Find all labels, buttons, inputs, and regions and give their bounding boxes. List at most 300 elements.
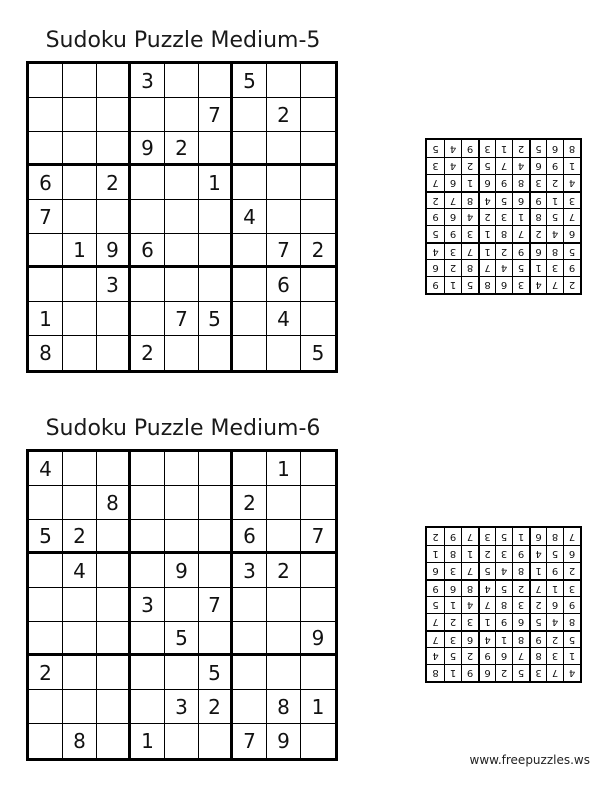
puzzle-2-solution-cell-r7-c2: 9	[546, 562, 563, 579]
puzzle-1-cell-r7-c6[interactable]	[199, 268, 233, 302]
puzzle-1-cell-r5-c1[interactable]: 7	[29, 200, 63, 234]
puzzle-1-solution-cell-r8-c7: 2	[461, 157, 478, 174]
puzzle-1-solution-cell-r8-c6: 5	[478, 157, 495, 174]
puzzle-2-solution-cell-r1-c8: 1	[444, 664, 461, 681]
puzzle-2-solution-cell-r3-c4: 8	[512, 630, 529, 647]
puzzle-1-solution-cell-r9-c4: 2	[512, 140, 529, 157]
puzzle-1-solution-cell-r7-c8: 6	[444, 174, 461, 191]
puzzle-1-cell-r7-c1[interactable]	[29, 268, 63, 302]
puzzle-1-solution-cell-r7-c5: 9	[495, 174, 512, 191]
puzzle-2-cell-r8-c5[interactable]: 3	[165, 690, 199, 724]
puzzle-1-cell-r8-c1[interactable]: 1	[29, 302, 63, 336]
puzzle-2-solution-cell-r7-c6: 5	[478, 562, 495, 579]
puzzle-2-cell-r7-c8[interactable]	[267, 656, 301, 690]
puzzle-2-solution-cell-r9-c3: 6	[529, 528, 546, 545]
puzzle-1-cell-r2-c8[interactable]: 2	[267, 98, 301, 132]
puzzle-1-cell-r9-c9[interactable]: 5	[311, 341, 325, 365]
puzzle-2-cell-r4-c7[interactable]: 3	[233, 554, 267, 588]
puzzle-2-solution-cell-r9-c4: 1	[512, 528, 529, 545]
puzzle-1-solution-cell-r5-c3: 8	[529, 208, 546, 225]
puzzle-1-solution-cell-r4-c8: 9	[444, 225, 461, 242]
puzzle-2-solution-cell-r4-c8: 2	[444, 613, 461, 630]
puzzle-2-solution-cell-r4-c1: 8	[563, 613, 580, 630]
puzzle-1-solution-cell-r7-c7: 1	[461, 174, 478, 191]
puzzle-2-cell-r7-c1[interactable]: 2	[29, 656, 63, 690]
puzzle-1-solution-cell-r4-c7: 3	[461, 225, 478, 242]
puzzle-2-cell-r6-c4[interactable]	[131, 622, 165, 656]
puzzle-1-cell-r7-c2[interactable]	[63, 268, 97, 302]
puzzle-2-solution-cell-r7-c5: 4	[495, 562, 512, 579]
puzzle-1-cell-r8-c6[interactable]: 5	[199, 302, 233, 336]
puzzle-2-cell-r1-c9[interactable]	[301, 452, 335, 486]
puzzle-1-solution-cell-r2-c2: 3	[546, 259, 563, 276]
puzzle-1-cell-r1-c5[interactable]	[165, 64, 199, 98]
puzzle-2-cell-r9-c4[interactable]: 1	[131, 724, 165, 758]
puzzle-1-cell-r6-c5[interactable]	[165, 234, 199, 268]
puzzle-2-solution-cell-r7-c4: 8	[512, 562, 529, 579]
puzzle-1-cell-r5-c6[interactable]	[199, 200, 233, 234]
puzzle-1-solution-cell-r6-c7: 8	[461, 191, 478, 208]
puzzle-1-cell-r9-c3[interactable]	[97, 336, 131, 370]
puzzle-1-cell-r6-c6[interactable]	[199, 234, 233, 268]
puzzle-1-cell-r9-c7[interactable]	[233, 336, 267, 370]
puzzle-1-cell-r2-c1[interactable]	[29, 98, 63, 132]
puzzle-1-solution-cell-r9-c6: 3	[478, 140, 495, 157]
puzzle-2-cell-r3-c8[interactable]	[267, 520, 301, 554]
puzzle-2-cell-r1-c5[interactable]	[165, 452, 199, 486]
puzzle-2-solution-cell-r3-c9: 7	[427, 630, 444, 647]
puzzle-2-solution-cell-r3-c6: 4	[478, 630, 495, 647]
puzzle-2-cell-r2-c3[interactable]: 8	[97, 486, 131, 520]
puzzle-2-cell-r5-c5[interactable]	[165, 588, 199, 622]
puzzle-2-cell-r4-c4[interactable]	[131, 554, 165, 588]
puzzle-2-cell-r6-c1[interactable]	[29, 622, 63, 656]
puzzle-2-solution-cell-r4-c9: 7	[427, 613, 444, 630]
puzzle-2-solution-cell-r9-c7: 7	[461, 528, 478, 545]
puzzle-2-cell-r9-c1[interactable]	[29, 724, 63, 758]
puzzle-1-solution-cell-r1-c5: 6	[495, 276, 512, 293]
puzzle-2-cell-r8-c7[interactable]	[233, 690, 267, 724]
puzzle-1-cell-r9-c6[interactable]	[199, 336, 233, 370]
puzzle-2-solution-cell-r1-c2: 7	[546, 664, 563, 681]
puzzle-1-cell-r4-c4[interactable]	[131, 166, 165, 200]
puzzle-1-cell-r1-c3[interactable]	[97, 64, 131, 98]
puzzle-1-solution-cell-r3-c6: 1	[478, 242, 495, 259]
puzzle-2-cell-r3-c4[interactable]	[131, 520, 165, 554]
puzzle-1-cell-r5-c8[interactable]	[267, 200, 301, 234]
puzzle-2-cell-r5-c1[interactable]	[29, 588, 63, 622]
puzzle-2-cell-r5-c2[interactable]	[63, 588, 97, 622]
puzzle-2-solution-cell-r5-c4: 3	[512, 596, 529, 613]
puzzle-1-cell-r2-c5[interactable]	[165, 98, 199, 132]
puzzle-2-cell-r5-c9[interactable]	[301, 588, 335, 622]
puzzle-1-cell-r3-c3[interactable]	[97, 132, 131, 166]
puzzle-2-solution-cell-r4-c6: 1	[478, 613, 495, 630]
puzzle-2-cell-r4-c8[interactable]: 2	[267, 554, 301, 588]
puzzle-1-solution-cell-r6-c4: 6	[512, 191, 529, 208]
puzzle-2-cell-r6-c2[interactable]	[63, 622, 97, 656]
puzzle-2-solution-cell-r6-c1: 3	[563, 579, 580, 596]
puzzle-1-cell-r5-c4[interactable]	[131, 200, 165, 234]
puzzle-2-cell-r9-c7[interactable]: 7	[233, 724, 267, 758]
puzzle-2-solution-cell-r5-c1: 9	[563, 596, 580, 613]
puzzle-2-solution-cell-r1-c9: 8	[427, 664, 444, 681]
puzzle-1-solution-cell-r8-c4: 4	[512, 157, 529, 174]
puzzle-2-cell-r1-c3[interactable]	[97, 452, 131, 486]
puzzle-2-cell-r3-c6[interactable]	[199, 520, 233, 554]
puzzle-1-cell-r8-c3[interactable]	[97, 302, 131, 336]
puzzle-2-solution-cell-r2-c3: 8	[529, 647, 546, 664]
puzzle-2-cell-r8-c2[interactable]	[63, 690, 97, 724]
puzzle-1-cell-r2-c3[interactable]	[97, 98, 131, 132]
puzzle-1-cell-r6-c9[interactable]: 2	[301, 234, 335, 268]
puzzle-2-cell-r1-c7[interactable]	[233, 452, 267, 486]
puzzle-2-cell-r2-c2[interactable]	[63, 486, 97, 520]
puzzle-1-cell-r7-c5[interactable]	[165, 268, 199, 302]
puzzle-2-cell-r6-c5[interactable]: 5	[165, 622, 199, 656]
puzzle-1-cell-r7-c3[interactable]: 3	[97, 268, 131, 302]
puzzle-2-cell-r3-c5[interactable]	[165, 520, 199, 554]
puzzle-1-solution-cell-r5-c5: 3	[495, 208, 512, 225]
puzzle-2-solution-cell-r3-c7: 6	[461, 630, 478, 647]
puzzle-1-cell-r1-c4[interactable]: 3	[131, 64, 165, 98]
puzzle-1-cell-r4-c2[interactable]	[63, 166, 97, 200]
puzzle-1-solution-cell-r6-c1: 3	[563, 191, 580, 208]
puzzle-2-solution-cell-r2-c2: 3	[546, 647, 563, 664]
puzzle-1-cell-r3-c9[interactable]	[301, 132, 335, 166]
puzzle-1-cell-r1-c2[interactable]	[63, 64, 97, 98]
puzzle-1-cell-r7-c9[interactable]	[301, 268, 335, 302]
puzzle-2-cell-r1-c1[interactable]: 4	[29, 452, 63, 486]
puzzle-2-solution-cell-r8-c1: 6	[563, 545, 580, 562]
puzzle-2-cell-r2-c1[interactable]	[29, 486, 63, 520]
puzzle-2-grid	[26, 449, 338, 761]
puzzle-1-cell-r2-c9[interactable]	[301, 98, 335, 132]
puzzle-2-cell-r4-c3[interactable]	[97, 554, 131, 588]
puzzle-2-solution-cell-r1-c1: 4	[563, 664, 580, 681]
puzzle-2-cell-r7-c7[interactable]	[233, 656, 267, 690]
puzzle-2-cell-r9-c6[interactable]	[199, 724, 233, 758]
puzzle-2-cell-r5-c4[interactable]: 3	[131, 588, 165, 622]
puzzle-2-cell-r8-c8[interactable]: 8	[267, 690, 301, 724]
puzzle-1-cell-r4-c9[interactable]	[301, 166, 335, 200]
puzzle-1-cell-r5-c5[interactable]	[165, 200, 199, 234]
puzzle-2-solution-cell-r8-c2: 5	[546, 545, 563, 562]
puzzle-1-solution-cell-r9-c2: 6	[546, 140, 563, 157]
puzzle-2-cell-r3-c9[interactable]: 7	[301, 520, 335, 554]
puzzle-2-solution-cell-r8-c9: 1	[427, 545, 444, 562]
puzzle-2-cell-r2-c8[interactable]	[267, 486, 301, 520]
puzzle-2-cell-r4-c6[interactable]	[199, 554, 233, 588]
puzzle-1-solution-cell-r1-c1: 2	[563, 276, 580, 293]
puzzle-2-cell-r9-c2[interactable]: 8	[63, 724, 97, 758]
puzzle-1-solution-grid	[425, 138, 582, 295]
puzzle-2-cell-r4-c2[interactable]: 4	[63, 554, 97, 588]
puzzle-1-cell-r4-c3[interactable]: 2	[97, 166, 131, 200]
puzzle-1-cell-r8-c2[interactable]	[63, 302, 97, 336]
puzzle-1-solution-cell-r2-c7: 8	[461, 259, 478, 276]
puzzle-1-cell-r1-c1[interactable]	[29, 64, 63, 98]
puzzle-1-solution-cell-r7-c4: 8	[512, 174, 529, 191]
puzzle-1-title: Sudoku Puzzle Medium-5	[45, 28, 321, 53]
puzzle-1-solution-cell-r1-c4: 3	[512, 276, 529, 293]
puzzle-2-solution-cell-r9-c5: 5	[495, 528, 512, 545]
puzzle-1-cell-r4-c8[interactable]	[267, 166, 301, 200]
puzzle-1-cell-r9-c2[interactable]	[63, 336, 97, 370]
puzzle-1-solution-cell-r9-c5: 1	[495, 140, 512, 157]
puzzle-1-solution-cell-r4-c6: 1	[478, 225, 495, 242]
puzzle-2-solution-cell-r8-c4: 9	[512, 545, 529, 562]
puzzle-2-cell-r2-c6[interactable]	[199, 486, 233, 520]
puzzle-1-solution-cell-r6-c8: 7	[444, 191, 461, 208]
puzzle-2-solution-cell-r2-c7: 2	[461, 647, 478, 664]
puzzle-2-solution-cell-r5-c2: 6	[546, 596, 563, 613]
puzzle-2-cell-r3-c7[interactable]: 6	[233, 520, 267, 554]
puzzle-1-cell-r4-c1[interactable]: 6	[29, 166, 63, 200]
puzzle-2-solution-cell-r1-c7: 9	[461, 664, 478, 681]
puzzle-2-solution-cell-r3-c5: 1	[495, 630, 512, 647]
puzzle-1-solution-cell-r8-c2: 9	[546, 157, 563, 174]
puzzle-2-cell-r6-c8[interactable]	[267, 622, 301, 656]
puzzle-1-cell-r3-c5[interactable]: 2	[165, 132, 199, 166]
puzzle-2-cell-r7-c3[interactable]	[97, 656, 131, 690]
puzzle-1-solution-cell-r2-c5: 4	[495, 259, 512, 276]
puzzle-1-cell-r2-c6[interactable]: 7	[199, 98, 233, 132]
puzzle-2-cell-r1-c4[interactable]	[131, 452, 165, 486]
puzzle-2-solution-cell-r6-c5: 5	[495, 579, 512, 596]
puzzle-2-cell-r9-c9[interactable]	[301, 724, 335, 758]
puzzle-2-cell-r4-c9[interactable]	[301, 554, 335, 588]
puzzle-2-cell-r1-c8[interactable]: 1	[267, 452, 301, 486]
puzzle-1-cell-r2-c7[interactable]	[233, 98, 267, 132]
puzzle-2-solution-cell-r8-c5: 3	[495, 545, 512, 562]
puzzle-1-solution-cell-r2-c3: 1	[529, 259, 546, 276]
puzzle-1-solution-cell-r1-c6: 8	[478, 276, 495, 293]
puzzle-2-cell-r6-c7[interactable]	[233, 622, 267, 656]
puzzle-2-cell-r5-c6[interactable]: 7	[199, 588, 233, 622]
puzzle-2-cell-r1-c2[interactable]	[63, 452, 97, 486]
puzzle-1-cell-r3-c1[interactable]	[29, 132, 63, 166]
puzzle-2-cell-r6-c6[interactable]	[199, 622, 233, 656]
puzzle-1-solution-cell-r3-c3: 6	[529, 242, 546, 259]
puzzle-2-solution-cell-r2-c4: 7	[512, 647, 529, 664]
puzzle-1-cell-r2-c2[interactable]	[63, 98, 97, 132]
puzzle-2-cell-r5-c7[interactable]	[233, 588, 267, 622]
puzzle-1-cell-r6-c4[interactable]: 6	[131, 234, 165, 268]
puzzle-2-cell-r5-c3[interactable]	[97, 588, 131, 622]
puzzle-2-cell-r2-c4[interactable]	[131, 486, 165, 520]
puzzle-2-cell-r8-c3[interactable]	[97, 690, 131, 724]
puzzle-2-solution-cell-r5-c6: 7	[478, 596, 495, 613]
puzzle-1-solution-cell-r1-c8: 1	[444, 276, 461, 293]
puzzle-1-cell-r3-c8[interactable]	[267, 132, 301, 166]
puzzle-1-cell-r4-c5[interactable]	[165, 166, 199, 200]
puzzle-2-solution-cell-r4-c4: 6	[512, 613, 529, 630]
puzzle-2-solution-cell-r7-c1: 2	[563, 562, 580, 579]
puzzle-2-cell-r8-c9[interactable]: 1	[301, 690, 335, 724]
puzzle-1-cell-r7-c8[interactable]: 6	[267, 268, 301, 302]
puzzle-1-solution-cell-r8-c8: 4	[444, 157, 461, 174]
puzzle-2-cell-r9-c5[interactable]	[165, 724, 199, 758]
puzzle-2-cell-r2-c9[interactable]	[301, 486, 335, 520]
puzzle-1-solution-cell-r3-c2: 8	[546, 242, 563, 259]
puzzle-1-cell-r4-c7[interactable]	[233, 166, 267, 200]
puzzle-1-solution-cell-r3-c9: 4	[427, 242, 444, 259]
puzzle-2-cell-r6-c9[interactable]: 9	[301, 622, 335, 656]
puzzle-1-cell-r9-c8[interactable]	[267, 336, 301, 370]
puzzle-2-title: Sudoku Puzzle Medium-6	[45, 416, 321, 441]
puzzle-2-cell-r3-c1[interactable]: 5	[29, 520, 63, 554]
puzzle-1-cell-r7-c4[interactable]	[131, 268, 165, 302]
puzzle-2-cell-r7-c4[interactable]	[131, 656, 165, 690]
puzzle-1-cell-r6-c3[interactable]: 9	[97, 234, 131, 268]
puzzle-1-cell-r8-c5[interactable]: 7	[165, 302, 199, 336]
puzzle-1-solution-cell-r4-c1: 6	[563, 225, 580, 242]
puzzle-2-solution-cell-r5-c8: 1	[444, 596, 461, 613]
puzzle-2-cell-r9-c3[interactable]	[97, 724, 131, 758]
puzzle-2-cell-r4-c1[interactable]	[29, 554, 63, 588]
puzzle-2-cell-r8-c1[interactable]	[29, 690, 63, 724]
puzzle-2-solution-cell-r6-c8: 6	[444, 579, 461, 596]
puzzle-2-solution-cell-r5-c7: 4	[461, 596, 478, 613]
puzzle-1-cell-r6-c7[interactable]	[233, 234, 267, 268]
puzzle-1-solution-cell-r5-c7: 4	[461, 208, 478, 225]
puzzle-1-cell-r7-c7[interactable]	[233, 268, 267, 302]
puzzle-1-solution-cell-r3-c7: 7	[461, 242, 478, 259]
puzzle-2-cell-r4-c5[interactable]: 9	[165, 554, 199, 588]
puzzle-2-cell-r3-c2[interactable]: 2	[63, 520, 97, 554]
puzzle-2-solution-cell-r3-c1: 5	[563, 630, 580, 647]
puzzle-1-solution-cell-r7-c3: 3	[529, 174, 546, 191]
puzzle-1-solution-cell-r6-c2: 1	[546, 191, 563, 208]
puzzle-2-solution-cell-r5-c5: 8	[495, 596, 512, 613]
puzzle-2-cell-r7-c2[interactable]	[63, 656, 97, 690]
puzzle-1-solution-cell-r1-c7: 5	[461, 276, 478, 293]
puzzle-1-cell-r8-c8[interactable]: 4	[267, 302, 301, 336]
puzzle-1-solution-cell-r3-c1: 5	[563, 242, 580, 259]
puzzle-1-solution-cell-r3-c5: 2	[495, 242, 512, 259]
puzzle-2-cell-r7-c5[interactable]	[165, 656, 199, 690]
puzzle-2-cell-r8-c6[interactable]: 2	[199, 690, 233, 724]
puzzle-1-solution-cell-r9-c1: 8	[563, 140, 580, 157]
puzzle-2-solution-cell-r4-c7: 3	[461, 613, 478, 630]
puzzle-1-solution-cell-r2-c1: 9	[563, 259, 580, 276]
puzzle-1-grid	[26, 61, 338, 373]
puzzle-1-cell-r1-c8[interactable]	[267, 64, 301, 98]
puzzle-2-cell-r9-c8[interactable]: 9	[267, 724, 301, 758]
puzzle-2-solution-cell-r7-c8: 3	[444, 562, 461, 579]
puzzle-1-cell-r6-c8[interactable]: 7	[267, 234, 301, 268]
puzzle-1-cell-r3-c7[interactable]	[233, 132, 267, 166]
puzzle-2-solution-cell-r6-c9: 9	[427, 579, 444, 596]
puzzle-2-cell-r2-c7[interactable]: 2	[233, 486, 267, 520]
puzzle-1-cell-r9-c5[interactable]	[165, 336, 199, 370]
puzzle-1-solution-cell-r9-c7: 9	[461, 140, 478, 157]
puzzle-2-solution-cell-r8-c7: 1	[461, 545, 478, 562]
puzzle-2-solution-cell-r9-c2: 8	[546, 528, 563, 545]
puzzle-1-cell-r5-c9[interactable]	[301, 200, 335, 234]
puzzle-1-cell-r8-c7[interactable]	[233, 302, 267, 336]
puzzle-1-solution-cell-r4-c9: 5	[427, 225, 444, 242]
puzzle-2-solution-cell-r9-c1: 7	[563, 528, 580, 545]
puzzle-2-solution-cell-r9-c6: 3	[478, 528, 495, 545]
puzzle-1-solution-cell-r6-c9: 2	[427, 191, 444, 208]
puzzle-2-solution-cell-r8-c3: 4	[529, 545, 546, 562]
puzzle-2-cell-r5-c8[interactable]	[267, 588, 301, 622]
puzzle-1-cell-r8-c4[interactable]	[131, 302, 165, 336]
puzzle-1-solution-cell-r8-c3: 6	[529, 157, 546, 174]
puzzle-1-cell-r6-c1[interactable]	[29, 234, 63, 268]
puzzle-1-solution-cell-r5-c4: 1	[512, 208, 529, 225]
puzzle-1-solution-cell-r9-c8: 4	[444, 140, 461, 157]
footer-url: www.freepuzzles.ws	[469, 753, 590, 767]
puzzle-1-cell-r1-c9[interactable]	[301, 64, 335, 98]
puzzle-1-cell-r2-c4[interactable]	[131, 98, 165, 132]
puzzle-2-cell-r2-c5[interactable]	[165, 486, 199, 520]
puzzle-2-solution-cell-r7-c7: 7	[461, 562, 478, 579]
puzzle-2-solution-cell-r7-c3: 1	[529, 562, 546, 579]
puzzle-2-solution-cell-r9-c8: 9	[444, 528, 461, 545]
puzzle-2-solution-cell-r2-c8: 5	[444, 647, 461, 664]
puzzle-1-cell-r1-c6[interactable]	[199, 64, 233, 98]
puzzle-1-cell-r3-c6[interactable]	[199, 132, 233, 166]
puzzle-1-cell-r9-c1[interactable]: 8	[29, 336, 63, 370]
puzzle-1-solution-cell-r1-c2: 7	[546, 276, 563, 293]
puzzle-1-cell-r6-c2[interactable]: 1	[63, 234, 97, 268]
puzzle-2-cell-r3-c3[interactable]	[97, 520, 131, 554]
puzzle-2-solution-cell-r6-c7: 8	[461, 579, 478, 596]
puzzle-2-solution-cell-r5-c3: 2	[529, 596, 546, 613]
puzzle-1-cell-r3-c4[interactable]: 9	[131, 132, 165, 166]
puzzle-1-cell-r4-c6[interactable]: 1	[199, 166, 233, 200]
puzzle-1-cell-r5-c3[interactable]	[97, 200, 131, 234]
puzzle-1-solution-cell-r2-c6: 7	[478, 259, 495, 276]
puzzle-1-cell-r8-c9[interactable]	[301, 302, 335, 336]
puzzle-1-cell-r5-c7[interactable]: 4	[233, 200, 267, 234]
puzzle-2-solution-cell-r3-c3: 9	[529, 630, 546, 647]
puzzle-2-solution-cell-r1-c6: 6	[478, 664, 495, 681]
puzzle-2-solution-cell-r9-c9: 2	[432, 531, 439, 542]
puzzle-2-solution-cell-r3-c8: 3	[444, 630, 461, 647]
puzzle-2-cell-r8-c4[interactable]	[131, 690, 165, 724]
puzzle-1-solution-cell-r5-c8: 6	[444, 208, 461, 225]
puzzle-2-solution-cell-r1-c3: 3	[529, 664, 546, 681]
puzzle-1-solution-cell-r1-c3: 4	[529, 276, 546, 293]
puzzle-1-solution-cell-r3-c8: 3	[444, 242, 461, 259]
puzzle-2-solution-cell-r8-c8: 8	[444, 545, 461, 562]
puzzle-1-solution-cell-r5-c9: 9	[427, 208, 444, 225]
puzzle-1-solution-cell-r9-c9: 5	[432, 143, 439, 154]
puzzle-1-cell-r5-c2[interactable]	[63, 200, 97, 234]
puzzle-2-solution-cell-r2-c5: 6	[495, 647, 512, 664]
puzzle-1-solution-cell-r2-c4: 5	[512, 259, 529, 276]
puzzle-1-solution-cell-r7-c9: 7	[427, 174, 444, 191]
puzzle-1-cell-r3-c2[interactable]	[63, 132, 97, 166]
puzzle-1-solution-cell-r5-c1: 7	[563, 208, 580, 225]
puzzle-2-cell-r1-c6[interactable]	[199, 452, 233, 486]
puzzle-2-solution-cell-r4-c5: 9	[495, 613, 512, 630]
puzzle-2-cell-r7-c9[interactable]	[301, 656, 335, 690]
puzzle-1-solution-cell-r8-c5: 7	[495, 157, 512, 174]
puzzle-2-solution-cell-r2-c1: 1	[563, 647, 580, 664]
puzzle-1-cell-r1-c7[interactable]: 5	[233, 64, 267, 98]
puzzle-1-cell-r9-c4[interactable]: 2	[131, 336, 165, 370]
puzzle-2-cell-r7-c6[interactable]: 5	[199, 656, 233, 690]
puzzle-2-cell-r6-c3[interactable]	[97, 622, 131, 656]
puzzle-1-solution-cell-r6-c6: 4	[478, 191, 495, 208]
puzzle-2-solution-cell-r8-c6: 2	[478, 545, 495, 562]
puzzle-2-solution-cell-r1-c4: 5	[512, 664, 529, 681]
